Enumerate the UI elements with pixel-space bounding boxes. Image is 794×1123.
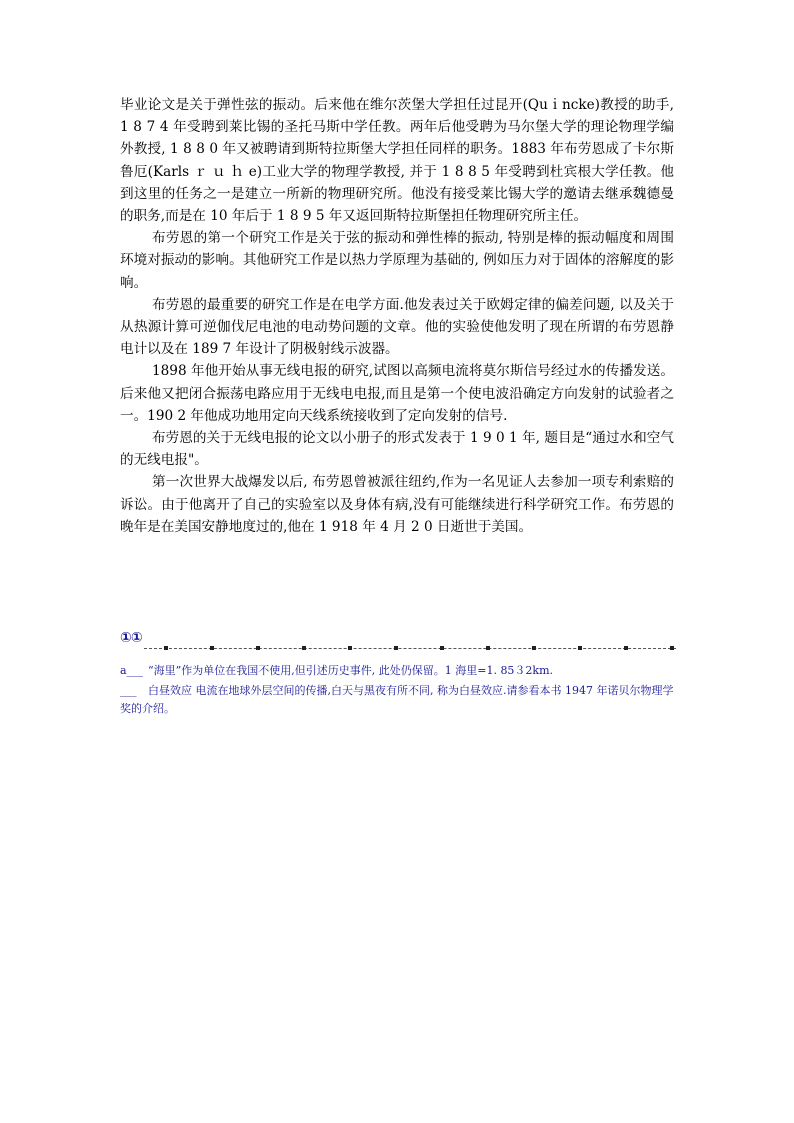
body-text bbox=[120, 94, 674, 538]
dashed-divider bbox=[144, 648, 676, 649]
divider-dot bbox=[256, 646, 260, 650]
footnote-marker-icon: ①① bbox=[120, 630, 142, 646]
paragraph: 布劳恩的关于无线电报的论文以小册子的形式发表于 1 9 0 1 年, 题目是“通过水和空气的无线电报"。 bbox=[120, 430, 674, 469]
paragraph: 毕业论文是关于弹性弦的振动。后来他在维尔茨堡大学担任过昆开(Quｉncke)教授的助手, 1 8 7 4 年受聘到莱比锡的圣托马斯中学任教。两年后他受聘为马尔堡大学的理论物理学编外教授, 1 8 8 0 年又被聘请到斯特拉斯堡大学担任同样的职务。1883 年布劳恩成了卡尔斯鲁厄(Karls ｒ ｕ ｈ e)工业大学的物理学教授, 并于 1 8 8 5 年受聘到杜宾根大学任教。他到这里的任务之一是建立一所新的物理研究所。他没有接受莱比锡大学的邀请去继承魏德曼的职务,而是在 10 年后于 1 8 9 5 年又返回斯特拉斯堡担任物理研究所主任。 bbox=[120, 97, 674, 225]
divider-dot bbox=[440, 646, 444, 650]
footnote-mark: a___ bbox=[120, 664, 144, 677]
divider-dot bbox=[578, 646, 582, 650]
footnote-divider bbox=[120, 630, 676, 650]
divider-dot bbox=[670, 646, 674, 650]
divider-dot bbox=[532, 646, 536, 650]
divider-dot bbox=[348, 646, 352, 650]
divider-dot bbox=[486, 646, 490, 650]
divider-dot bbox=[624, 646, 628, 650]
paragraph: 布劳恩的第一个研究工作是关于弦的振动和弹性棒的振动, 特别是棒的振动幅度和周围环境对振动的影响。其他研究工作是以热力学原理为基础的, 例如压力对于固体的溶解度的影响。 bbox=[120, 230, 674, 291]
divider-dot bbox=[164, 646, 168, 650]
paragraph: 布劳恩的最重要的研究工作是在电学方面.他发表过关于欧姆定律的偏差问题, 以及关于从热源计算可逆伽伐尼电池的电动势问题的文章。他的实验使他发明了现在所谓的布劳恩静电计以及在 189 7 年设计了阴极射线示波器。 bbox=[120, 296, 674, 358]
paragraph: 1898 年他开始从事无线电报的研究,试图以高频电流将莫尔斯信号经过水的传播发送。后来他又把闭合振荡电路应用于无线电电报,而且是第一个使电波沿确定方向发射的试验者之一。190 2 年他成功地用定向天线系统接收到了定向发射的信号. bbox=[120, 363, 674, 424]
footnote-mark: ___ bbox=[120, 684, 137, 697]
divider-dot bbox=[394, 646, 398, 650]
divider-dot bbox=[210, 646, 214, 650]
footnote-text: 白昼效应 电流在地球外层空间的传播,白天与黑夜有所不同, 称为白昼效应.请参看本书 1947 年诺贝尔物理学奖的介绍。 bbox=[120, 684, 674, 715]
paragraph: 第一次世界大战爆发以后, 布劳恩曾被派往纽约,作为一名见证人去参加一项专利索赔的诉讼。由于他离开了自己的实验室以及身体有病,没有可能继续进行科学研究工作。布劳恩的晚年是在美国安静地度过的,他在 1 918 年 4 月 2 0 日逝世于美国。 bbox=[120, 474, 674, 535]
footnote-item bbox=[120, 662, 676, 680]
footnote-text: “海里”作为单位在我国不使用,但引述历史事件, 此处仍保留。1 海里=1. 85３2km. bbox=[148, 664, 554, 677]
footnotes bbox=[120, 630, 676, 718]
divider-dot bbox=[302, 646, 306, 650]
footnote-item bbox=[120, 682, 676, 718]
